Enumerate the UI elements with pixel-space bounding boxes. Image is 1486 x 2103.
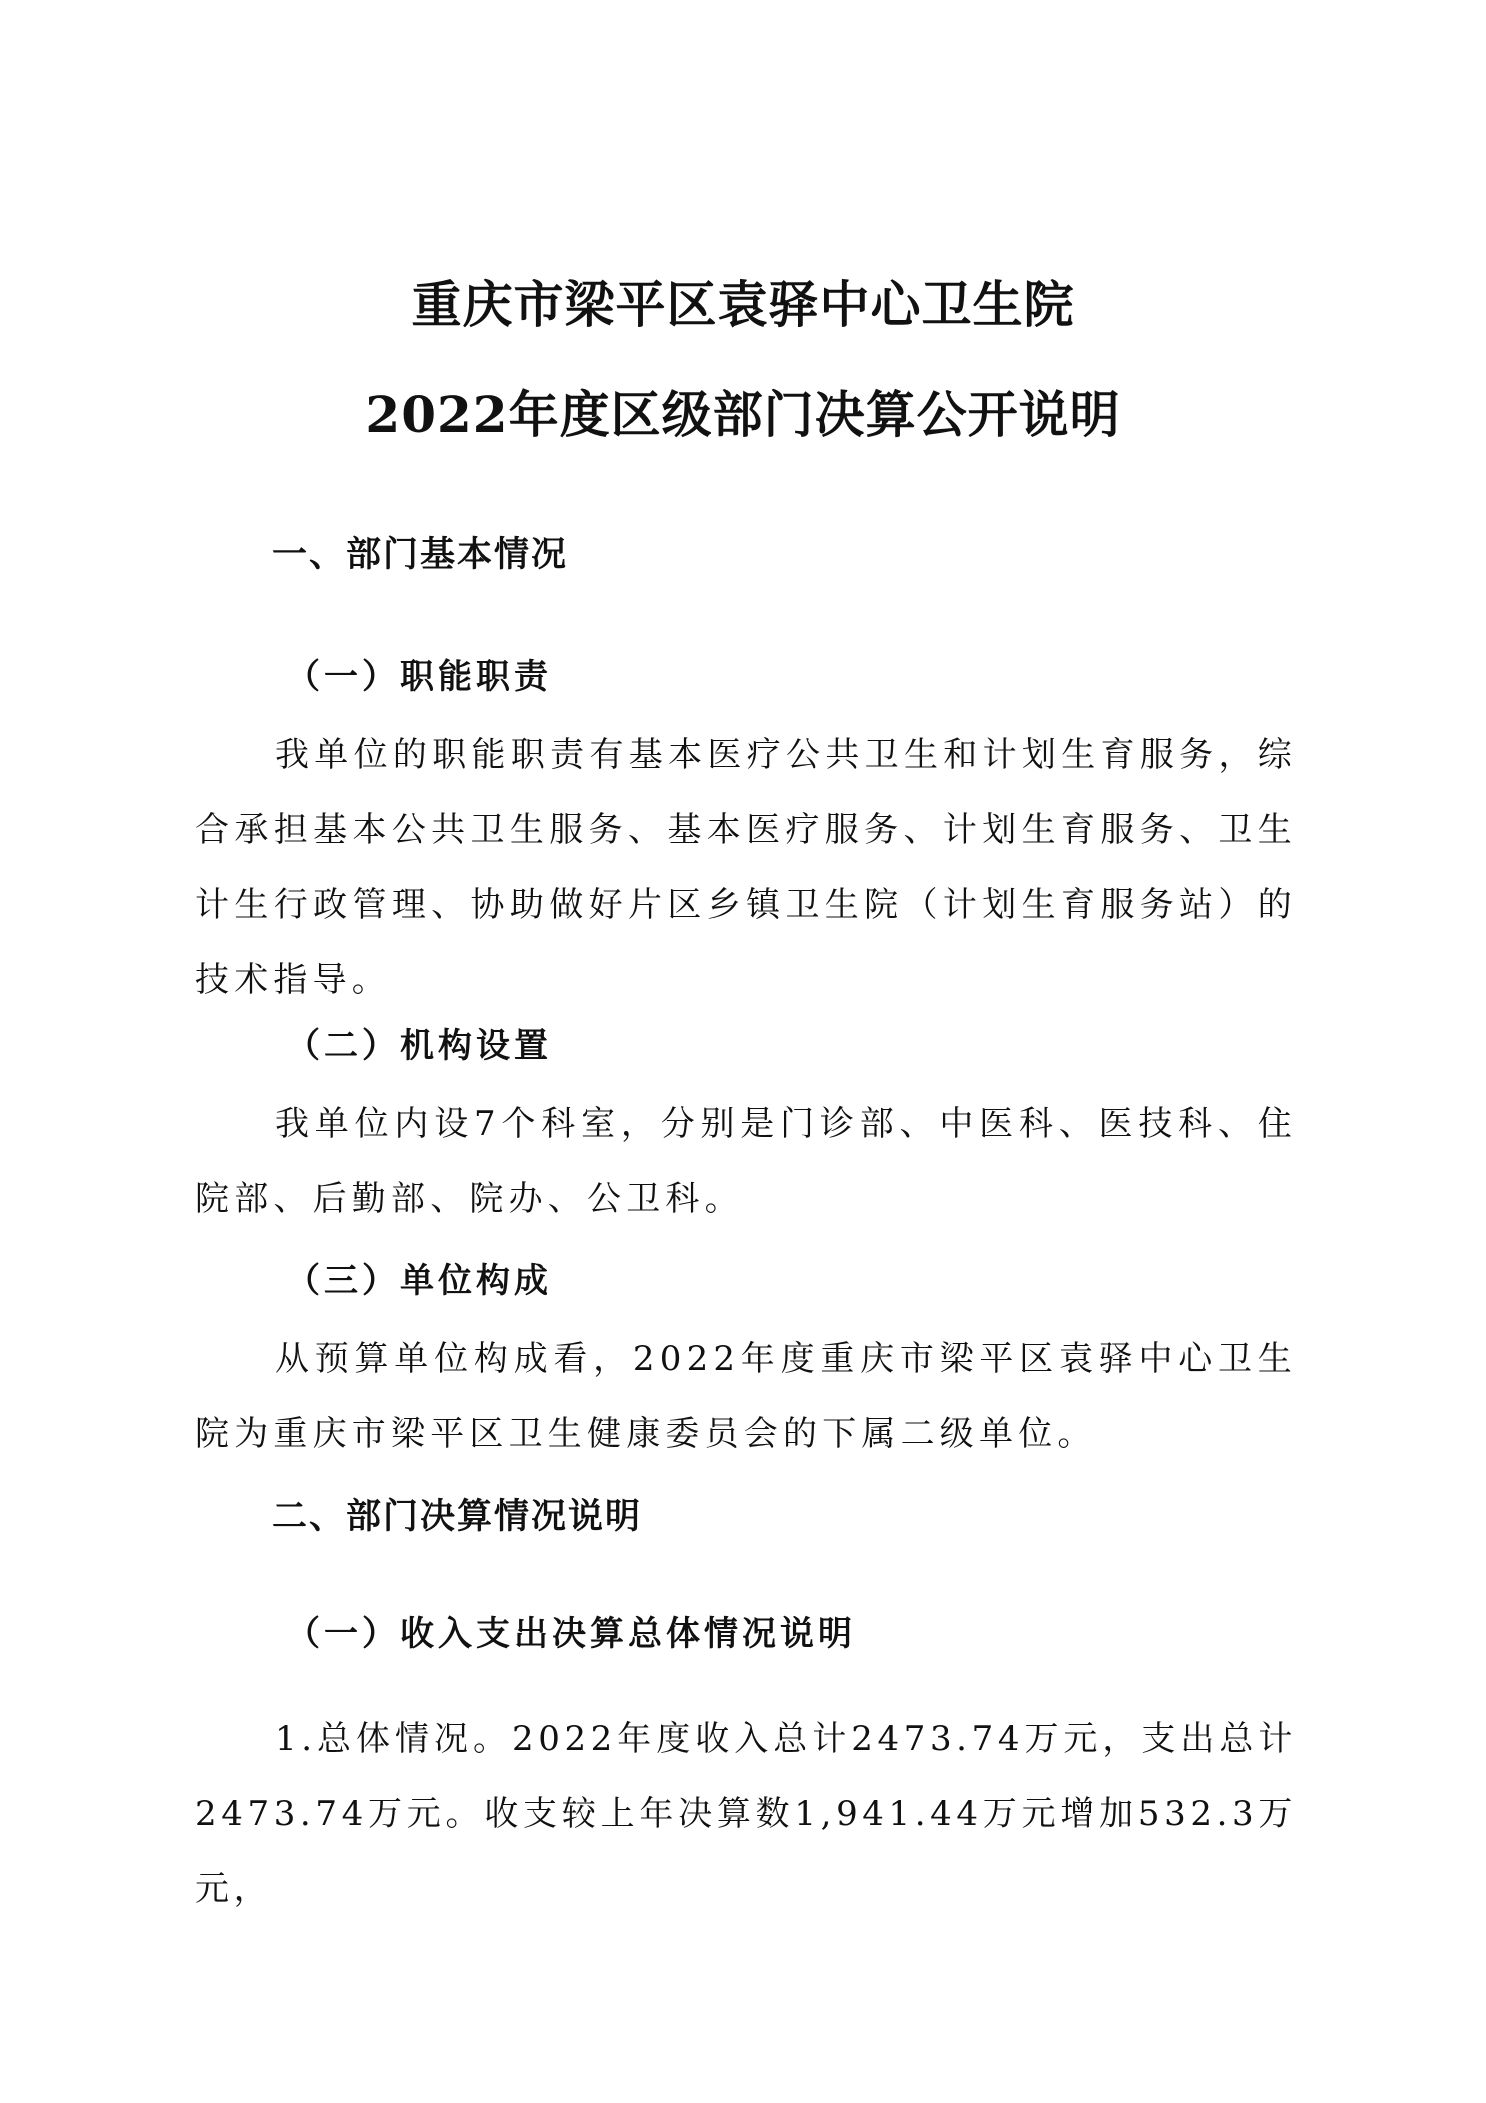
section2-sub1-paragraph: 1.总体情况。2022年度收入总计2473.74万元，支出总计2473.74万元。收支较上年决算数1,941.44万元增加532.3万元，	[195, 1719, 1297, 1909]
section1-heading: 一、部门基本情况	[272, 534, 569, 575]
document-title-line1: 重庆市梁平区袁驿中心卫生院	[411, 275, 1075, 334]
section1-sub3-paragraph: 从预算单位构成看，2022年度重庆市梁平区袁驿中心卫生院为重庆市梁平区卫生健康委员会的下属二级单位。	[195, 1339, 1297, 1454]
section1-sub1-paragraph: 我单位的职能职责有基本医疗公共卫生和计划生育服务，综合承担基本公共卫生服务、基本医疗服务、计划生育服务、卫生计生行政管理、协助做好片区乡镇卫生院（计划生育服务站）的技术指导。	[195, 735, 1297, 1000]
section1-sub2-heading: （二）机构设置	[286, 1026, 552, 1066]
section1-sub1-heading: （一）职能职责	[286, 657, 552, 697]
document-title-line2: 2022年度区级部门决算公开说明	[365, 385, 1121, 444]
section1-sub3-heading: （三）单位构成	[286, 1261, 552, 1301]
section2-heading: 二、部门决算情况说明	[272, 1496, 643, 1537]
section1-sub2-paragraph: 我单位内设7个科室，分别是门诊部、中医科、医技科、住院部、后勤部、院办、公卫科。	[195, 1104, 1297, 1219]
section2-sub1-heading: （一）收入支出决算总体情况说明	[286, 1614, 856, 1654]
